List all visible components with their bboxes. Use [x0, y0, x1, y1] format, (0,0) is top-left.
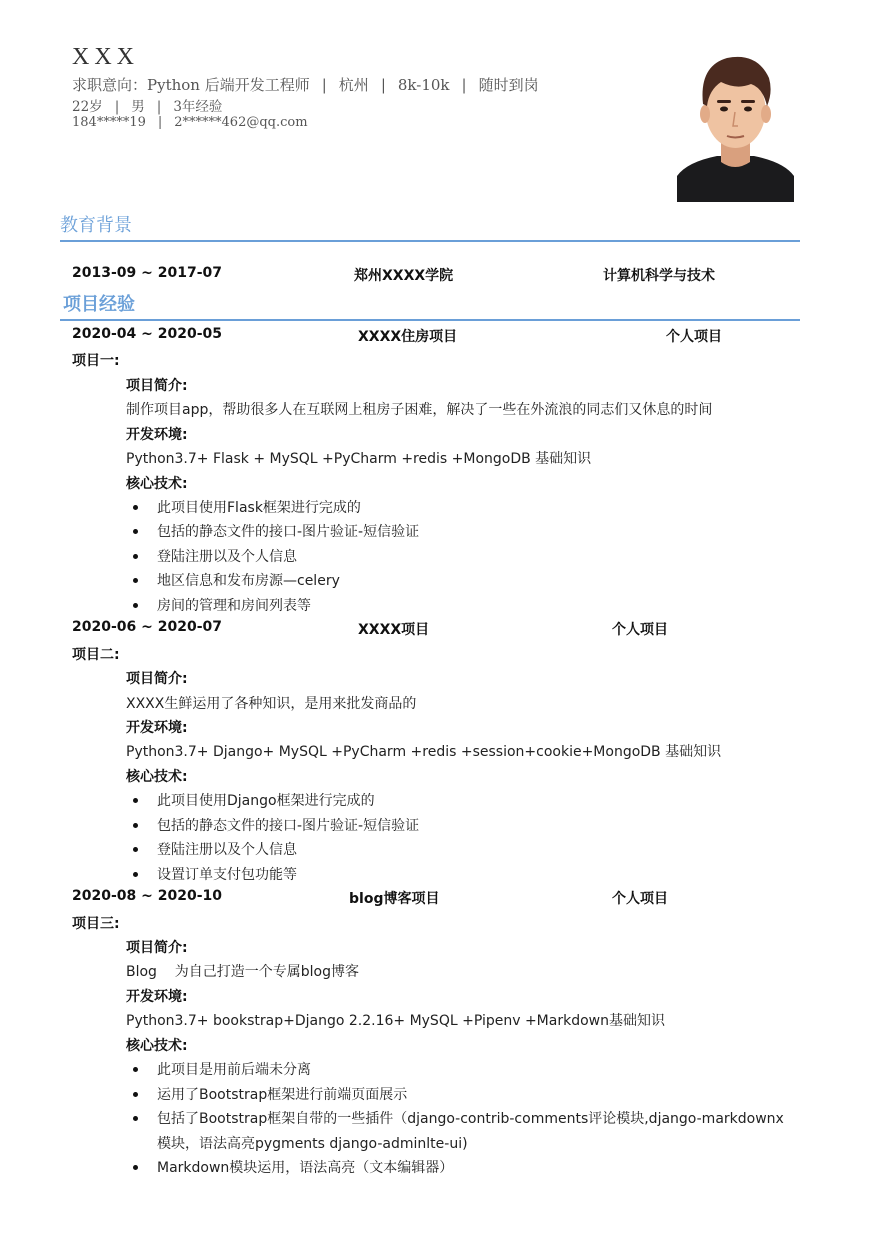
- education-period: 2013-09 ~ 2017-07: [72, 265, 222, 281]
- project-period: 2020-04 ~ 2020-05: [72, 326, 222, 342]
- intro-label: 项目简介:: [126, 940, 188, 956]
- tech-label: 核心技术:: [126, 1038, 188, 1054]
- tech-bullet: 此项目使用Django框架进行完成的: [157, 790, 375, 810]
- project-period: 2020-06 ~ 2020-07: [72, 619, 222, 635]
- project-role: 个人项目: [666, 329, 722, 345]
- education-divider: [60, 240, 800, 242]
- intent-position: Python 后端开发工程师: [147, 76, 310, 94]
- project-period: 2020-08 ~ 2020-10: [72, 888, 222, 904]
- tech-bullet: 此项目是用前后端未分离: [157, 1059, 311, 1079]
- tech-bullet: Markdown模块运用，语法高亮（文本编辑器）: [157, 1157, 453, 1177]
- projects-divider: [60, 319, 800, 321]
- separator: |: [114, 99, 120, 115]
- project-intro: XXXX生鲜运用了各种知识，是用来批发商品的: [126, 696, 417, 712]
- candidate-name: XXX: [72, 44, 139, 70]
- gender: 男: [131, 99, 145, 115]
- project-env: Python3.7+ Flask + MySQL +PyCharm +redis +MongoDB 基础知识: [126, 451, 592, 467]
- env-label: 开发环境:: [126, 720, 188, 736]
- intro-label: 项目简介:: [126, 378, 188, 394]
- tech-bullet: 房间的管理和房间列表等: [157, 595, 311, 615]
- intent-availability: 随时到岗: [478, 76, 539, 94]
- tech-label: 核心技术:: [126, 476, 188, 492]
- tech-bullet: 包括了Bootstrap框架自带的一些插件（django-contrib-comments评论模块,django-markdownx: [157, 1108, 784, 1128]
- education-major: 计算机科学与技术: [603, 268, 715, 284]
- project-intro: 制作项目app，帮助很多人在互联网上租房子困难，解决了一些在外流浪的同志们又休息的时间: [126, 402, 713, 418]
- email: 2******462@qq.com: [174, 115, 308, 130]
- projects-title: 项目经验: [63, 294, 135, 315]
- tech-bullet: 地区信息和发布房源—celery: [157, 570, 340, 590]
- tech-bullet: 包括的静态文件的接口-图片验证-短信验证: [157, 815, 419, 835]
- age: 22岁: [72, 99, 103, 115]
- project-label: 项目二:: [72, 647, 120, 663]
- intent-city: 杭州: [338, 76, 369, 94]
- tech-bullet: 运用了Bootstrap框架进行前端页面展示: [157, 1084, 407, 1104]
- tech-bullet: 设置订单支付包功能等: [157, 864, 297, 884]
- intent-salary: 8k-10k: [397, 76, 450, 94]
- project-name: XXXX项目: [358, 622, 430, 638]
- separator: |: [321, 76, 327, 94]
- tech-bullet-continuation: 模块，语法高亮pygments django-adminlte-ui): [157, 1136, 468, 1152]
- personal-info-line: [72, 95, 222, 115]
- separator: |: [156, 99, 162, 115]
- tech-bullet: 此项目使用Flask框架进行完成的: [157, 497, 361, 517]
- project-env: Python3.7+ bookstrap+Django 2.2.16+ MySQL +Pipenv +Markdown基础知识: [126, 1013, 665, 1029]
- phone: 184*****19: [72, 115, 146, 130]
- project-name: XXXX住房项目: [358, 329, 458, 345]
- separator: |: [157, 115, 163, 130]
- contact-line: [72, 115, 308, 130]
- project-label: 项目三:: [72, 916, 120, 932]
- education-school: 郑州XXXX学院: [354, 268, 454, 284]
- job-intent-line: [72, 74, 539, 95]
- env-label: 开发环境:: [126, 427, 188, 443]
- project-name: blog博客项目: [349, 891, 440, 907]
- project-intro: Blog 为自己打造一个专属blog博客: [126, 964, 359, 980]
- separator: |: [461, 76, 467, 94]
- intro-label: 项目简介:: [126, 671, 188, 687]
- tech-bullet: 包括的静态文件的接口-图片验证-短信验证: [157, 521, 419, 541]
- intent-label: 求职意向：: [72, 76, 148, 94]
- project-role: 个人项目: [612, 891, 668, 907]
- project-label: 项目一:: [72, 353, 120, 369]
- avatar: [677, 44, 794, 202]
- env-label: 开发环境:: [126, 989, 188, 1005]
- project-env: Python3.7+ Django+ MySQL +PyCharm +redis +session+cookie+MongoDB 基础知识: [126, 744, 722, 760]
- tech-bullet: 登陆注册以及个人信息: [157, 839, 297, 859]
- tech-bullet: 登陆注册以及个人信息: [157, 546, 297, 566]
- tech-label: 核心技术:: [126, 769, 188, 785]
- education-title: 教育背景: [60, 215, 132, 236]
- experience: 3年经验: [173, 99, 223, 115]
- separator: |: [380, 76, 386, 94]
- project-role: 个人项目: [612, 622, 668, 638]
